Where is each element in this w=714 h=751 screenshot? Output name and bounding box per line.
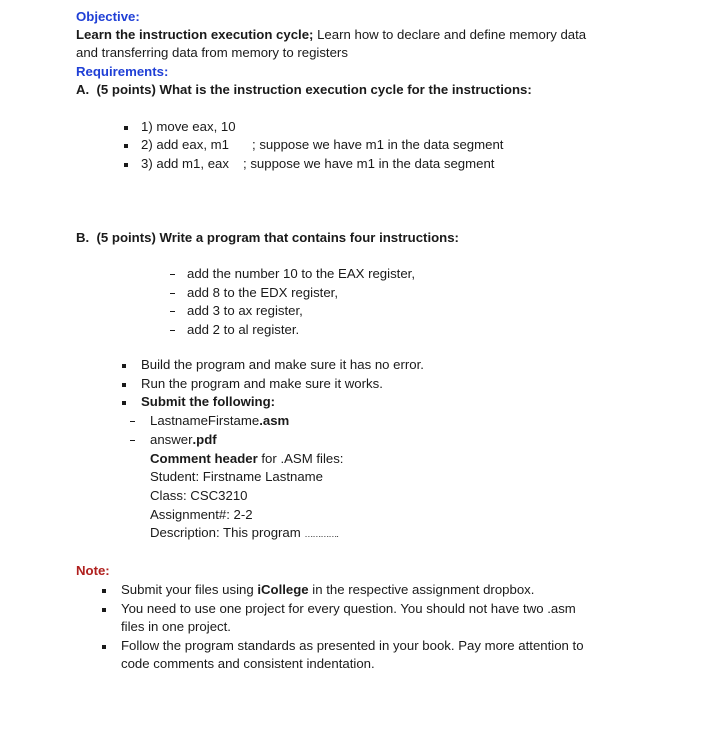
bullet-square-icon xyxy=(124,144,128,148)
note-item-2-line-1: You need to use one project for every question. You should not have two .asm xyxy=(121,601,576,616)
objective-heading: Objective: xyxy=(76,9,140,24)
file-item-pdf xyxy=(150,432,217,448)
part-a-item-comment: ; suppose we have m1 in the data segment xyxy=(252,137,504,152)
part-a-item-comment: ; suppose we have m1 in the data segment xyxy=(243,156,495,171)
step-item: Build the program and make sure it has no error. xyxy=(141,357,424,372)
comment-header-rest: for .ASM files: xyxy=(257,451,344,466)
file-ext: .pdf xyxy=(192,432,217,447)
dash-bullet-icon xyxy=(170,293,175,294)
description-dots: …………. xyxy=(304,529,338,539)
file-name: answer xyxy=(150,432,193,447)
part-a-item-3 xyxy=(141,156,229,172)
note-item-2-line-2: files in one project. xyxy=(121,619,231,634)
bullet-square-icon xyxy=(124,126,128,130)
part-a-item-2 xyxy=(141,137,229,153)
objective-rest: Learn how to declare and define memory data xyxy=(313,27,587,42)
part-a-item-1 xyxy=(141,119,236,135)
instruction-item: add 8 to the EDX register, xyxy=(187,285,339,300)
dash-bullet-icon xyxy=(170,274,175,275)
note-item-1-pre: Submit your files using xyxy=(121,582,258,597)
bullet-square-icon xyxy=(122,401,126,405)
part-b-text: (5 points) Write a program that contains four instructions: xyxy=(96,230,459,245)
file-name: LastnameFirstame xyxy=(150,413,260,428)
objective-line-1 xyxy=(76,27,586,43)
bullet-square-icon xyxy=(122,383,126,387)
part-a-item-code: 3) add m1, eax xyxy=(141,156,229,171)
dash-bullet-icon xyxy=(170,330,175,331)
bullet-square-icon xyxy=(102,589,106,593)
bullet-square-icon xyxy=(124,163,128,167)
part-a-label: A. xyxy=(76,82,90,97)
bullet-square-icon xyxy=(122,364,126,368)
note-item-3-line-2: code comments and consistent indentation. xyxy=(121,656,375,671)
objective-line-2: and transferring data from memory to registers xyxy=(76,45,348,60)
header-line-student: Student: Firstname Lastname xyxy=(150,469,323,484)
comment-header-label xyxy=(150,451,343,467)
header-line-assignment: Assignment#: 2-2 xyxy=(150,507,253,522)
part-b-label: B. xyxy=(76,230,90,245)
part-b-question xyxy=(76,230,459,246)
note-item-1-post: in the respective assignment dropbox. xyxy=(308,582,535,597)
file-ext: .asm xyxy=(259,413,290,428)
comment-header-bold: Comment header xyxy=(150,451,258,466)
instruction-item: add 2 to al register. xyxy=(187,322,300,337)
file-item-asm xyxy=(150,413,289,429)
description-text: Description: This program xyxy=(150,525,305,540)
bullet-square-icon xyxy=(102,645,106,649)
part-a-item-code: 2) add eax, m1 xyxy=(141,137,229,152)
dash-bullet-icon xyxy=(130,421,135,422)
header-line-description xyxy=(150,525,338,542)
part-a-question xyxy=(76,82,532,98)
note-heading: Note: xyxy=(76,563,110,578)
part-a-text: (5 points) What is the instruction execution cycle for the instructions: xyxy=(96,82,532,97)
note-item-3-line-1: Follow the program standards as presented in your book. Pay more attention to xyxy=(121,638,584,653)
instruction-item: add the number 10 to the EAX register, xyxy=(187,266,415,281)
instruction-item: add 3 to ax register, xyxy=(187,303,303,318)
bullet-square-icon xyxy=(102,608,106,612)
step-item: Submit the following: xyxy=(141,394,276,409)
requirements-heading: Requirements: xyxy=(76,64,169,79)
note-item-1 xyxy=(121,582,534,598)
dash-bullet-icon xyxy=(170,311,175,312)
header-line-class: Class: CSC3210 xyxy=(150,488,248,503)
note-item-1-bold: iCollege xyxy=(257,582,309,597)
part-a-item-code: 1) move eax, 10 xyxy=(141,119,236,134)
objective-bold: Learn the instruction execution cycle; xyxy=(76,27,314,42)
dash-bullet-icon xyxy=(130,440,135,441)
step-item: Run the program and make sure it works. xyxy=(141,376,383,391)
